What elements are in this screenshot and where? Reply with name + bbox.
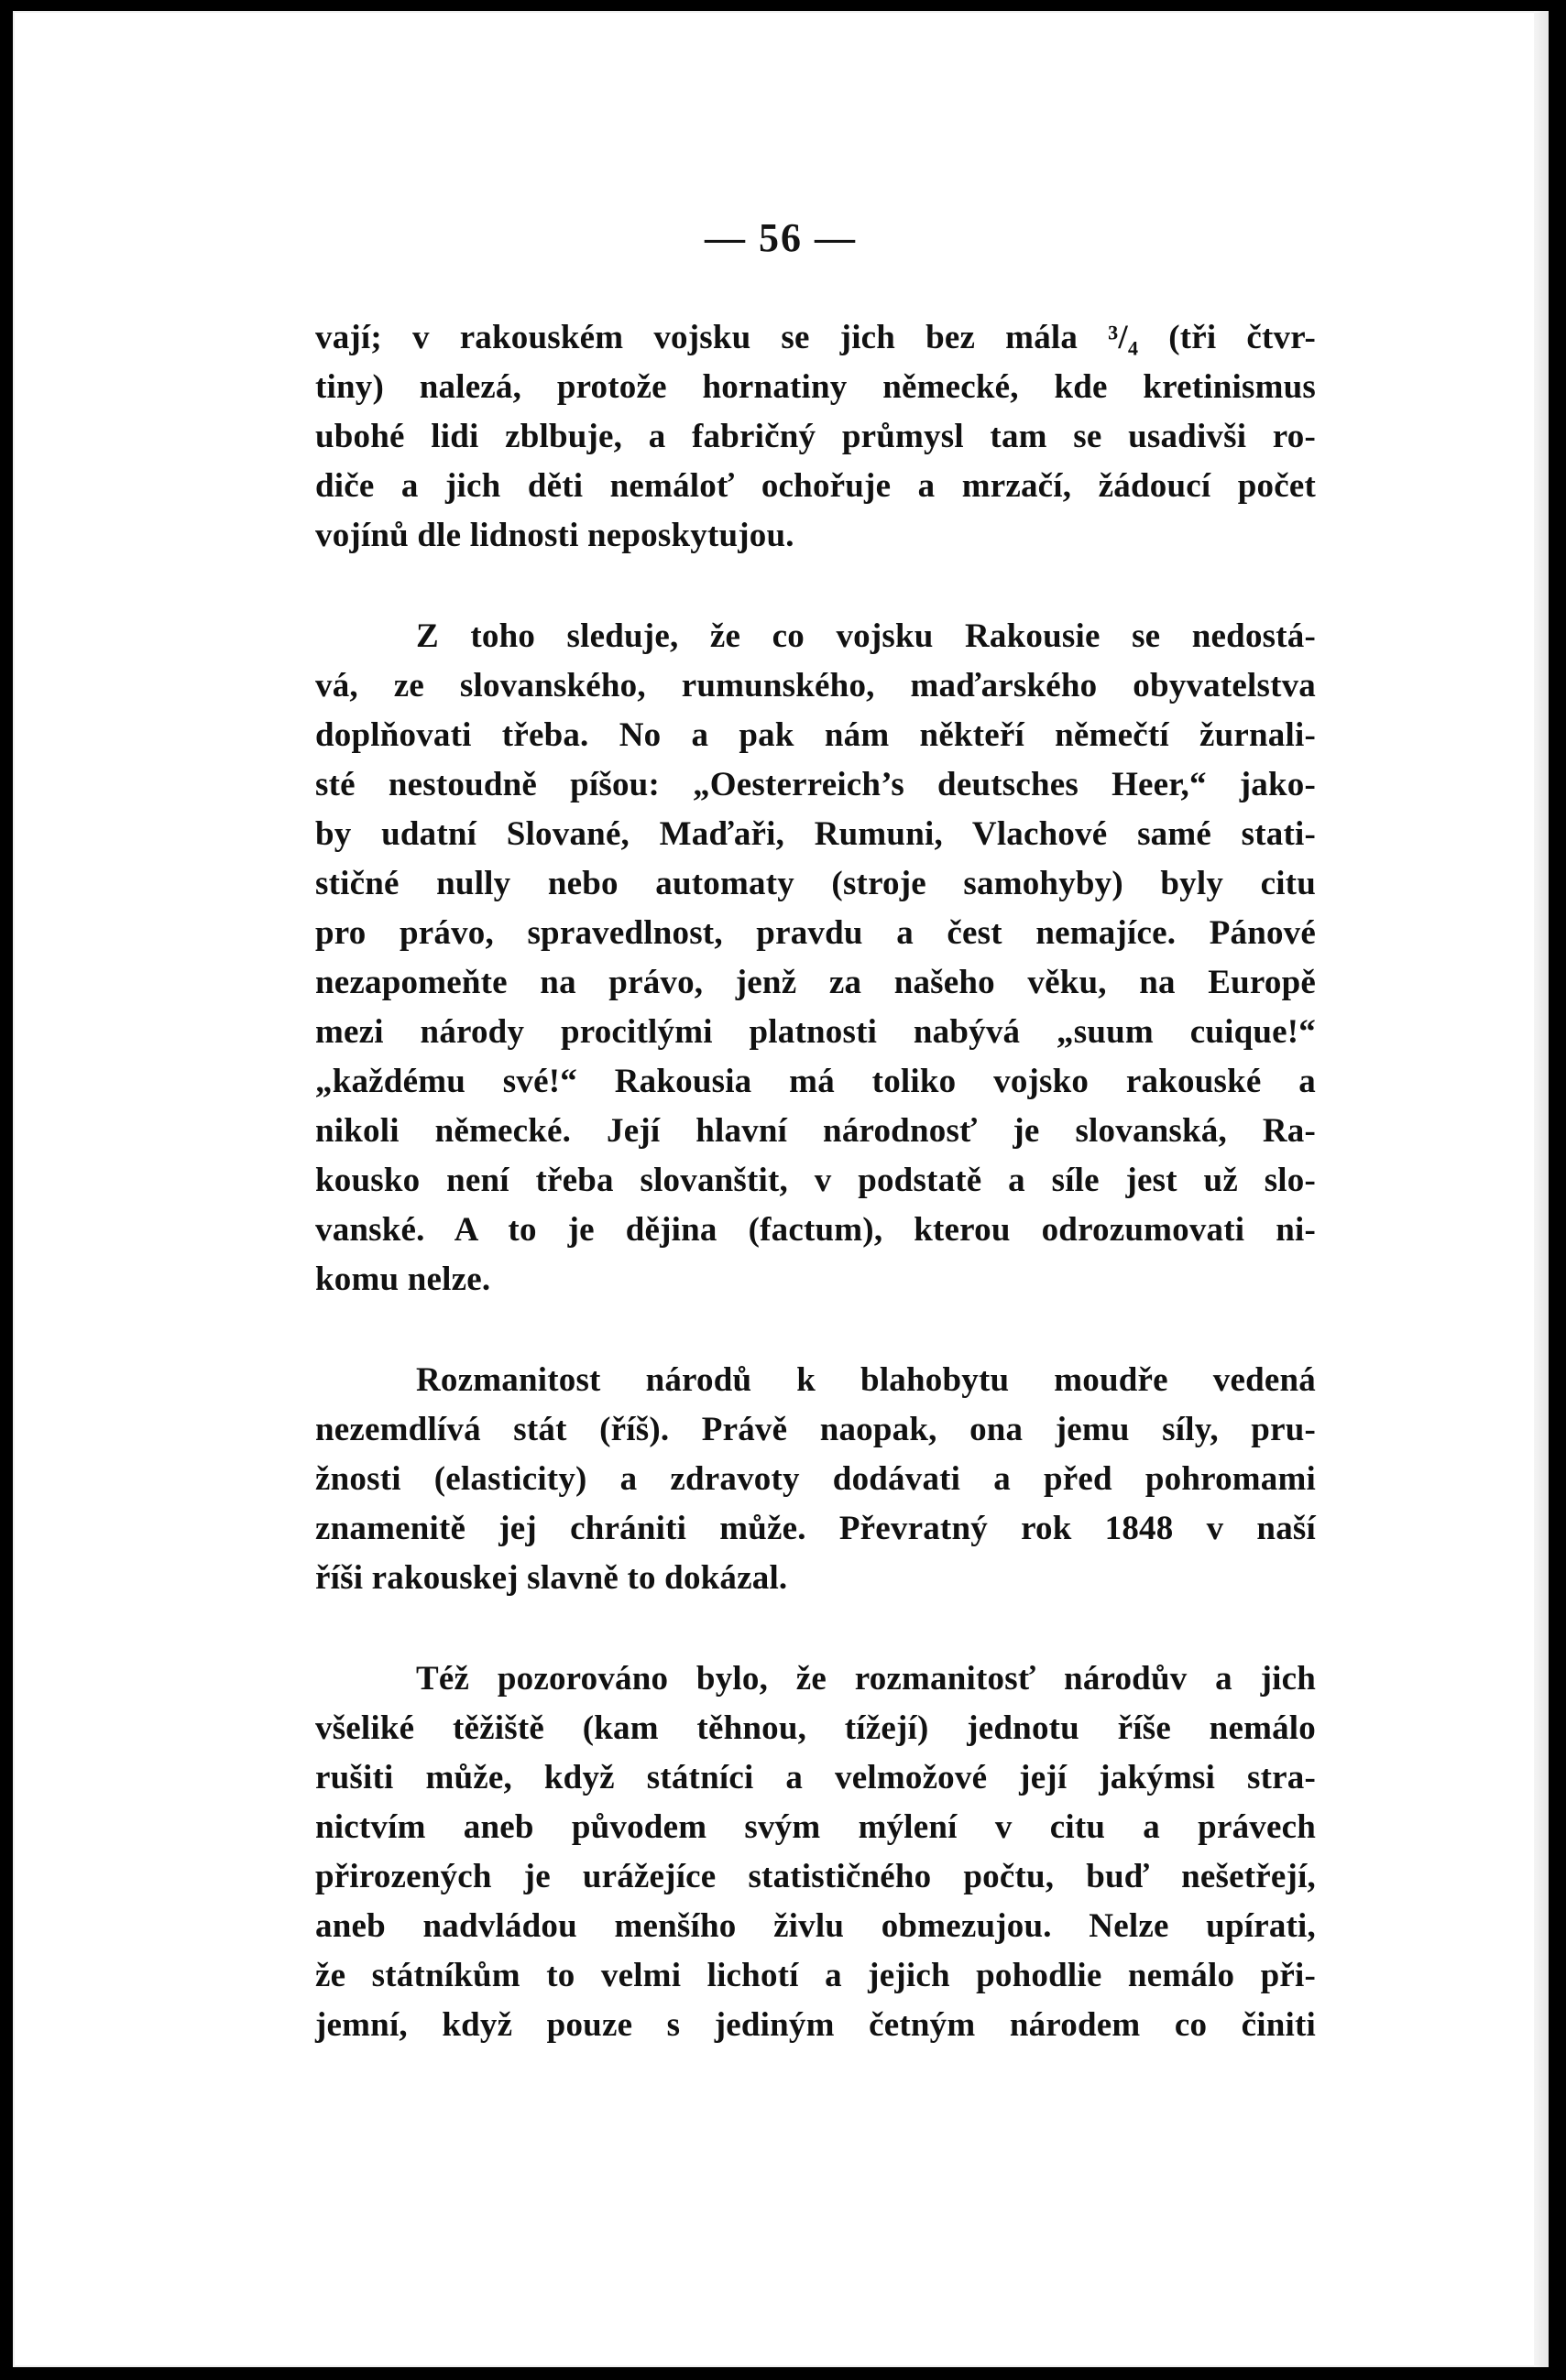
text-line: mezi národy procitlými platnosti nabývá „suum cuique!“: [315, 1013, 1316, 1051]
text-line: říši rakouskej slavně to dokázal.: [315, 1559, 788, 1597]
text-line: pro právo, spravedlnost, pravdu a čest nemajíce. Pánové: [315, 914, 1316, 952]
text-line: žnosti (elasticity) a zdravoty dodávati a před pohromami: [315, 1460, 1316, 1498]
book-page: [13, 11, 1549, 2367]
text-line: Též pozorováno bylo, že rozmanitosť národův a jich: [416, 1660, 1316, 1698]
text-line: tiny) nalezá, protože hornatiny německé, kde kretinismus: [315, 368, 1316, 406]
text-line: nictvím aneb původem svým mýlení v citu a právech: [315, 1808, 1316, 1846]
text-line: Rozmanitost národů k blahobytu moudře vedená: [416, 1361, 1316, 1399]
text-line: vojínů dle lidnosti neposkytujou.: [315, 517, 794, 554]
text-line: nezapomeňte na právo, jenž za našeho věku, na Europě: [315, 964, 1316, 1001]
text-line: znamenitě jej chrániti může. Převratný rok 1848 v naší: [315, 1510, 1316, 1547]
paragraph-1: [315, 313, 1316, 561]
paragraph-2: [315, 612, 1316, 1305]
text-line: přirozených je urážejíce statističného počtu, buď nešetřejí,: [315, 1858, 1316, 1895]
text-line: rušiti může, když státníci a velmožové její jakýmsi stra-: [315, 1759, 1316, 1796]
paragraph-4: [315, 1654, 1316, 2050]
text-line: nezemdlívá stát (říš). Právě naopak, ona jemu síly, pru-: [315, 1411, 1316, 1448]
text-line: všeliké těžiště (kam těhnou, tížejí) jednotu říše nemálo: [315, 1709, 1316, 1747]
text-line: že státníkům to velmi lichotí a jejich pohodlie nemálo při-: [315, 1957, 1316, 1994]
text-line: komu nelze.: [315, 1261, 491, 1298]
text-line: vá, ze slovanského, rumunského, maďarského obyvatelstva: [315, 667, 1316, 704]
text-line: jemní, když pouze s jediným četným národem co činiti: [315, 2006, 1316, 2044]
text-line: ubohé lidi zblbuje, a fabričný průmysl tam se usadivši ro-: [315, 418, 1316, 455]
body-text: [315, 313, 1316, 2102]
paragraph-3: [315, 1356, 1316, 1603]
text-line: aneb nadvládou menšího živlu obmezujou. Nelze upírati,: [315, 1907, 1316, 1945]
text-line: „každému své!“ Rakousia má toliko vojsko rakouské a: [315, 1063, 1316, 1100]
text-line: by udatní Slované, Maďaři, Rumuni, Vlachové samé stati-: [315, 815, 1316, 853]
text-line: vají; v rakouském vojsku se jich bez mála ³/₄ (tři čtvr-: [315, 319, 1316, 356]
text-line: Z toho sleduje, že co vojsku Rakousie se nedostá-: [416, 617, 1316, 655]
text-line: stičné nully nebo automaty (stroje samohyby) byly citu: [315, 865, 1316, 902]
page-number: — 56 —: [705, 215, 857, 260]
page-edge: [1534, 11, 1549, 2367]
text-line: kousko není třeba slovanštit, v podstatě a síle jest už slo-: [315, 1162, 1316, 1199]
text-line: nikoli německé. Její hlavní národnosť je slovanská, Ra-: [315, 1112, 1316, 1150]
text-line: diče a jich děti nemáloť ochořuje a mrzačí, žádoucí počet: [315, 467, 1316, 505]
text-line: sté nestoudně píšou: „Oesterreich’s deutsches Heer,“ jako-: [315, 766, 1316, 803]
text-line: vanské. A to je dějina (factum), kterou odrozumovati ni-: [315, 1211, 1316, 1249]
text-line: doplňovati třeba. No a pak nám někteří němečtí žurnali-: [315, 716, 1316, 754]
